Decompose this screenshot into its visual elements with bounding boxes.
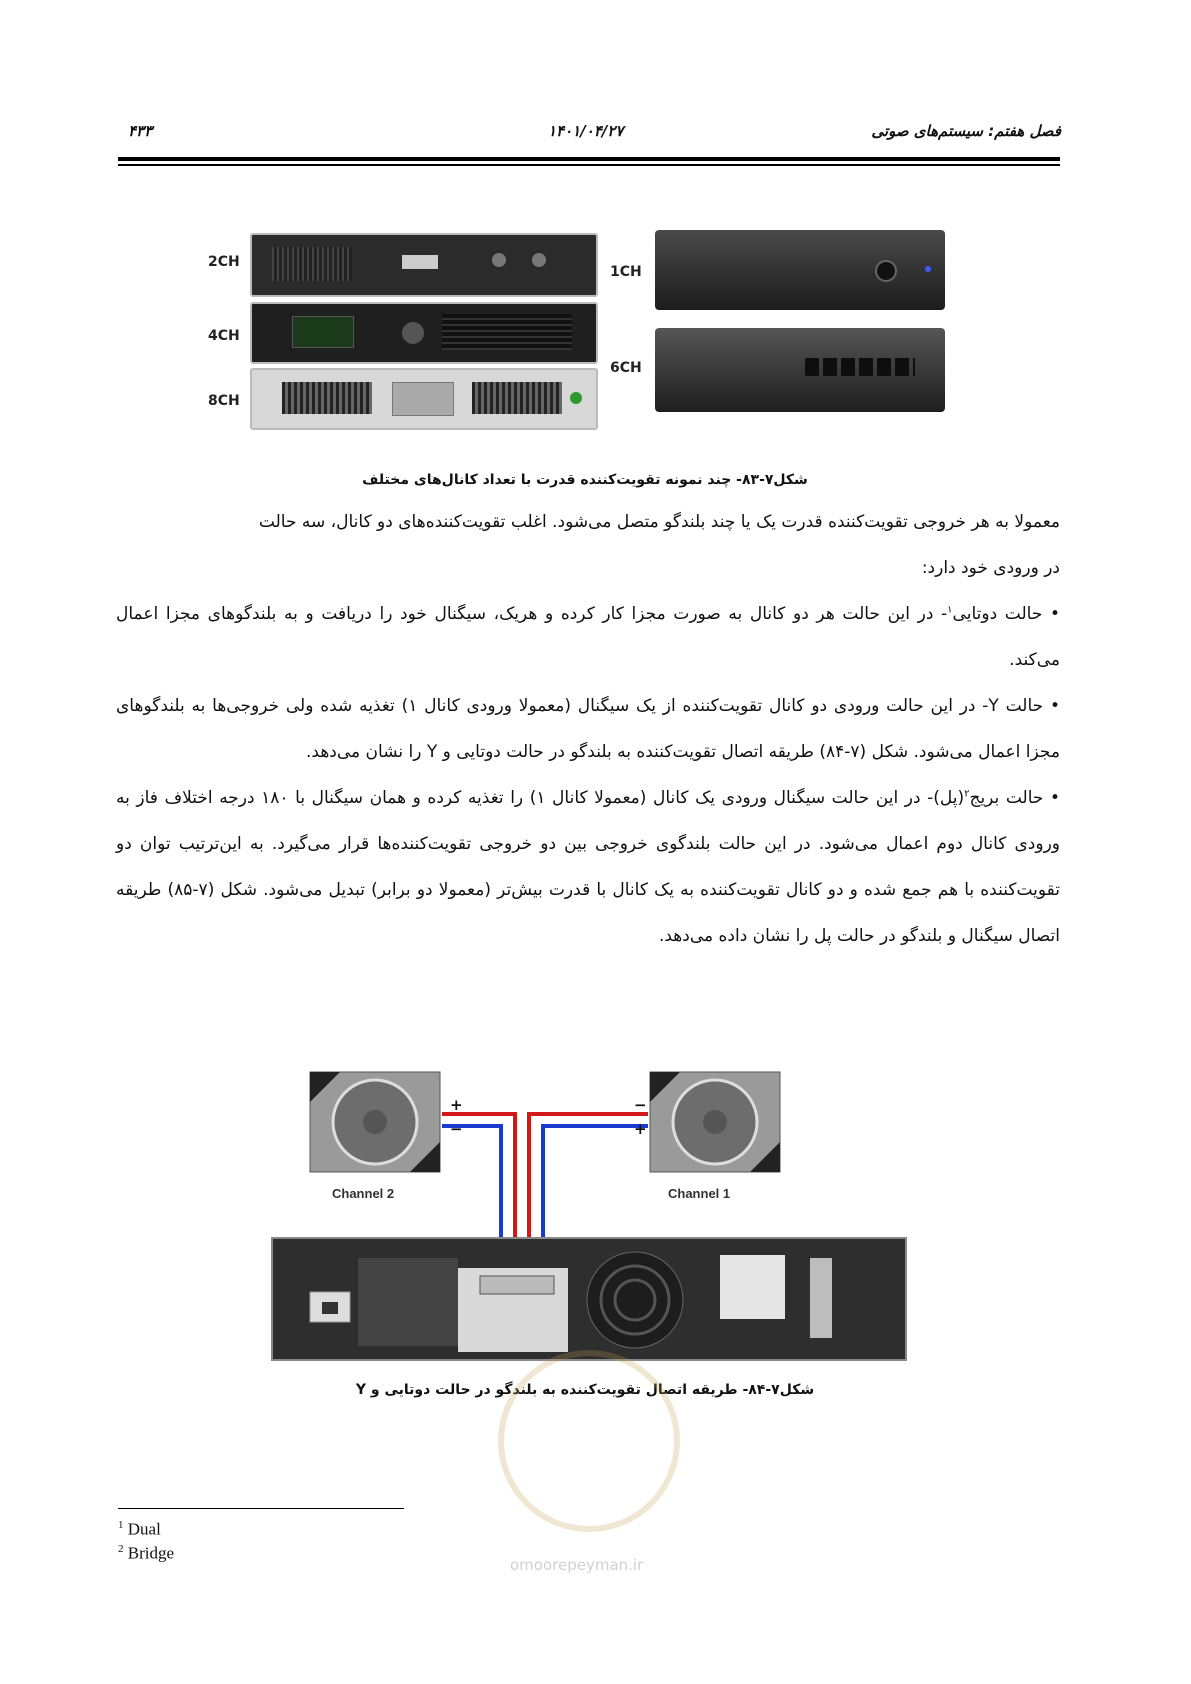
figure-83-caption: شکل۷-۸۳- چند نمونه تقویت‌کننده قدرت با تعداد کانال‌های مختلف — [362, 472, 808, 488]
channel-2-label: Channel 2 — [332, 1186, 395, 1201]
amplifier-2ch-image — [250, 233, 598, 297]
ch1-plus-sign: + — [634, 1120, 647, 1138]
header-date: ۱۴۰۱/۰۴/۲۷ — [548, 122, 624, 140]
channel-1-label: Channel 1 — [668, 1186, 731, 1201]
footnote-1: $^1$ Dual — [118, 1519, 161, 1539]
chapter-title: فصل هفتم: سیستم‌های صوتی — [871, 122, 1061, 140]
wiring-diagram — [270, 1070, 910, 1370]
bullet-y: • حالت Y- در این حالت ورودی دو کانال تقویت‌کننده از یک سیگنال (معمولا ورودی کانال ۱) تغذیه شده ولی خروجی‌ها به بلندگوهای مجزا اعمال می‌شود. شکل (۷-۸۴) طریقه اتصال تقویت‌کننده به بلندگو در حالت دوتایی و Y را نشان می‌دهد. — [116, 696, 1060, 762]
bullet-dual: • حالت دوتایی$^۱$- در این حالت هر دو کانال به صورت مجزا کار کرده و هریک، سیگنال خود را دریافت و به بلندگوهای مجزا اعمال می‌کند. — [116, 604, 1060, 670]
amplifier-4ch-image — [250, 302, 598, 364]
bullet-bridge: • حالت بریج$^۲$(پل)- در این حالت سیگنال ورودی یک کانال (معمولا کانال ۱) را تغذیه کرده و همان سیگنال با ۱۸۰ درجه اختلاف فاز به ورودی کانال دوم اعمال می‌شود. در این حالت بلندگوی خروجی بین دو خروجی تقویت‌کننده‌ها قرار می‌گیرد. به این‌ترتیب توان دو تقویت‌کننده با هم جمع شده و دو کانال تقویت‌کننده به یک کانال با قدرت بیش‌تر (معمولا دو برابر) تبدیل می‌شود. شکل (۷-۸۵) طریقه اتصال سیگنال و بلندگو در حالت پل را نشان داده می‌دهد. — [116, 788, 1061, 946]
speaker-channel-2 — [310, 1072, 440, 1172]
label-6ch: 6CH — [610, 360, 642, 376]
amplifier-1ch-image — [655, 230, 945, 310]
amplifier-rear-panel — [272, 1238, 906, 1360]
amplifier-6ch-image — [655, 328, 945, 412]
amplifier-8ch-image — [250, 368, 598, 430]
body-text — [116, 499, 1060, 959]
label-4ch: 4CH — [208, 328, 240, 344]
label-1ch: 1CH — [610, 264, 642, 280]
header-rule-thin — [118, 164, 1060, 166]
ch2-minus-sign: − — [450, 1120, 463, 1138]
ch2-plus-sign: + — [450, 1096, 463, 1114]
watermark-text: omoorepeyman.ir — [510, 1556, 644, 1574]
wiring-diagram-svg — [270, 1070, 910, 1370]
page-number: ۴۳۳ — [128, 122, 153, 140]
amplifiers-figure — [200, 228, 960, 458]
label-8ch: 8CH — [208, 393, 240, 409]
intro-paragraph: معمولا به هر خروجی تقویت‌کننده قدرت یک یا چند بلندگو متصل می‌شود. اغلب تقویت‌کننده‌های دو کانال، سه حالت در ورودی خود دارد: — [258, 512, 1060, 578]
watermark-seal — [498, 1350, 680, 1532]
footnote-rule — [118, 1508, 404, 1509]
figure-84-caption: شکل۷-۸۴- طریقه اتصال تقویت‌کننده به بلندگو در حالت دوتایی و Y — [355, 1382, 815, 1398]
ch1-minus-sign: − — [634, 1096, 647, 1114]
label-2ch: 2CH — [208, 254, 240, 270]
footnote-2: $^2$ Bridge — [118, 1543, 175, 1563]
speaker-channel-1 — [650, 1072, 780, 1172]
header-rule — [118, 157, 1060, 161]
